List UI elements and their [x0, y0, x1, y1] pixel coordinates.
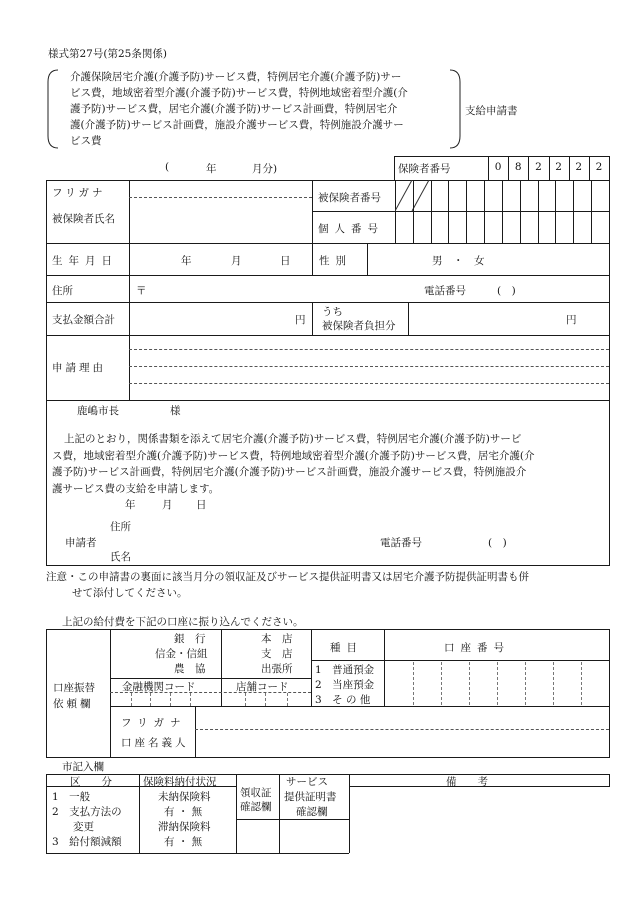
code-cell-divider [131, 693, 132, 706]
account-type-ordinary[interactable]: 1 普通預金 [315, 664, 375, 676]
title-suffix: 支給申請書 [465, 105, 518, 117]
applicant-name-label: 氏名 [110, 551, 131, 563]
bank-type-shinkin[interactable]: 信金・信組 [155, 648, 208, 660]
table-rule [591, 180, 592, 243]
birth-date-label: 生年月日 [52, 255, 118, 267]
arrears-options[interactable]: 有 ・ 無 [164, 836, 203, 848]
bank-type-bank[interactable]: 銀 行 [174, 633, 206, 645]
col-class: 区 分 [70, 776, 112, 788]
postal-mark: 〒 [136, 285, 147, 297]
total-yen: 円 [295, 314, 306, 326]
account-cell-divider [469, 662, 470, 705]
period-month: 月分) [252, 163, 278, 175]
period-open: ( [165, 161, 170, 173]
burden-yen: 円 [566, 314, 577, 326]
insurer-digit: 2 [595, 161, 603, 173]
col-service-2: 提供証明書 [284, 791, 337, 803]
branch-type-main[interactable]: 本 店 [261, 633, 293, 645]
address-label: 住所 [52, 285, 73, 297]
furigana-label: フリガナ [52, 187, 106, 199]
declaration-line: 上記のとおり，関係書類を添えて居宅介護(介護予防)サービス費，特例居宅介護(介護予防)サービ [64, 433, 522, 445]
insurer-digit: 0 [494, 161, 502, 173]
table-rule [520, 180, 521, 243]
phone-label: 電話番号 [424, 285, 466, 297]
account-number-label: 口座番号 [444, 642, 510, 654]
class-item: 変更 [52, 821, 94, 833]
note-line-1: 注意・この申請書の裏面に該当月分の領収証及びサービス提供証明書又は居宅介護予防提供証明書も併 [46, 571, 529, 583]
holder-name-label: 口座名義人 [121, 737, 189, 749]
date-day: 日 [196, 499, 207, 511]
date-year: 年 [125, 499, 136, 511]
table-rule [555, 180, 556, 243]
table-rule [413, 180, 414, 243]
branch-code-label: 店舗コード [236, 681, 289, 693]
form-title [70, 69, 462, 149]
table-rule [448, 180, 449, 243]
col-receipt-2: 確認欄 [240, 801, 272, 813]
code-cell-divider [287, 693, 288, 706]
personal-number-label: 個人番号 [318, 223, 384, 235]
table-rule [484, 180, 485, 243]
date-month: 月 [162, 499, 173, 511]
honorific: 様 [170, 405, 181, 417]
code-cell-divider [265, 693, 266, 706]
code-cell-divider [245, 693, 246, 706]
title-line: 介護保険居宅介護(介護予防)サービス費，特例居宅介護(介護予防)サー [70, 71, 402, 83]
applicant-address-label: 住所 [110, 521, 131, 533]
bank-code-label: 金融機関コード [122, 681, 196, 693]
account-cell-divider [553, 662, 554, 705]
burden-label-1: うち [322, 306, 343, 318]
declaration-line: 護予防)サービス計画費，特例居宅介護(介護予防)サービス計画費，施設介護サービス費，特例施設介 [52, 466, 527, 478]
insurer-digit: 2 [555, 161, 562, 173]
col-payment-status: 保険料納付状況 [143, 776, 217, 788]
declaration-line: ス費，地域密着型介護(介護予防)サービス費，特例地域密着型介護(介護予防)サービス費，居宅介護(介 [52, 449, 535, 462]
form-number: 様式第27号(第25条関係) [48, 48, 167, 60]
insurer-digit: 2 [535, 161, 542, 173]
col-service-1: サービス [286, 776, 328, 788]
unpaid-options[interactable]: 有 ・ 無 [164, 806, 203, 818]
account-type-current[interactable]: 2 当座預金 [315, 679, 375, 691]
class-item: 3 給付額減額 [52, 836, 122, 848]
col-remarks: 備 考 [446, 776, 488, 788]
addressee: 鹿嶋市長 [77, 405, 119, 417]
declaration-body [52, 431, 612, 497]
account-cell-divider [441, 662, 442, 705]
bank-intro: 上記の給付費を下記の口座に振り込んでください。 [62, 616, 304, 628]
title-line: ビス費 [70, 135, 102, 147]
total-amount-label: 支払金額合計 [52, 314, 115, 326]
applicant-label: 申請者 [65, 537, 97, 549]
insurer-number-label: 保険者番号 [398, 163, 451, 175]
holder-furigana-label: フリガナ [121, 717, 187, 729]
col-service-3: 確認欄 [296, 806, 328, 818]
class-item: 1 一般 [52, 791, 91, 803]
code-cell-divider [170, 693, 171, 706]
birth-day: 日 [280, 255, 291, 267]
insurer-digit: 8 [514, 161, 522, 173]
birth-month: 月 [231, 255, 242, 267]
burden-label-2: 被保険者負担分 [322, 320, 396, 332]
insurer-digit: 2 [575, 161, 583, 173]
bank-type-nokyo[interactable]: 農 協 [174, 663, 206, 675]
account-type-other[interactable]: 3 そ の 他 [315, 694, 371, 706]
bank-section-label-2: 依頼欄 [53, 698, 94, 710]
bank-section-label-1: 口座振替 [53, 682, 95, 694]
title-line: 護予防)サービス費，居宅介護(介護予防)サービス計画費，特例居宅介 [70, 103, 398, 115]
table-rule [502, 180, 503, 243]
insured-name-label: 被保険者氏名 [52, 213, 115, 225]
account-cell-divider [581, 662, 582, 705]
table-rule [573, 180, 574, 243]
insured-number-label: 被保険者番号 [318, 192, 381, 204]
arrears-label: 滞納保険料 [158, 821, 211, 833]
insured-no-hatch [395, 180, 440, 212]
phone-paren[interactable]: ( ) [497, 285, 516, 297]
account-type-label: 種目 [330, 642, 363, 654]
sex-options[interactable]: 男 ・ 女 [432, 255, 485, 267]
declaration-line: 護サービス費の支給を申請します。 [52, 482, 220, 495]
applicant-phone-label: 電話番号 [380, 537, 422, 549]
period-year: 年 [206, 163, 217, 175]
sex-label: 性別 [319, 255, 352, 267]
account-cell-divider [525, 662, 526, 705]
unpaid-label: 未納保険料 [158, 791, 211, 803]
col-receipt-1: 領収証 [240, 787, 272, 799]
title-line: ビス費，地域密着型介護(介護予防)サービス費，特例地域密着型介護(介 [70, 87, 408, 99]
furigana-input[interactable] [132, 183, 310, 197]
applicant-phone-paren[interactable]: ( ) [488, 537, 507, 549]
insured-name-input[interactable] [132, 199, 310, 241]
account-cell-divider [413, 662, 414, 705]
city-section-label: 市記入欄 [62, 761, 104, 773]
reason-label: 申請理由 [52, 362, 106, 374]
account-cell-divider [497, 662, 498, 705]
title-line: 護(介護予防)サービス計画費，施設介護サービス費，特例施設介護サー [70, 119, 404, 131]
code-cell-divider [190, 693, 191, 706]
note-line-2: せて添付してください。 [72, 587, 188, 599]
branch-type-branch[interactable]: 支 店 [261, 648, 293, 660]
class-item: 2 支払方法の [52, 806, 122, 818]
table-rule [466, 180, 467, 243]
table-rule [431, 180, 432, 243]
code-cell-divider [150, 693, 151, 706]
birth-year: 年 [181, 255, 192, 267]
table-rule [538, 180, 539, 243]
branch-type-office[interactable]: 出張所 [261, 663, 293, 675]
